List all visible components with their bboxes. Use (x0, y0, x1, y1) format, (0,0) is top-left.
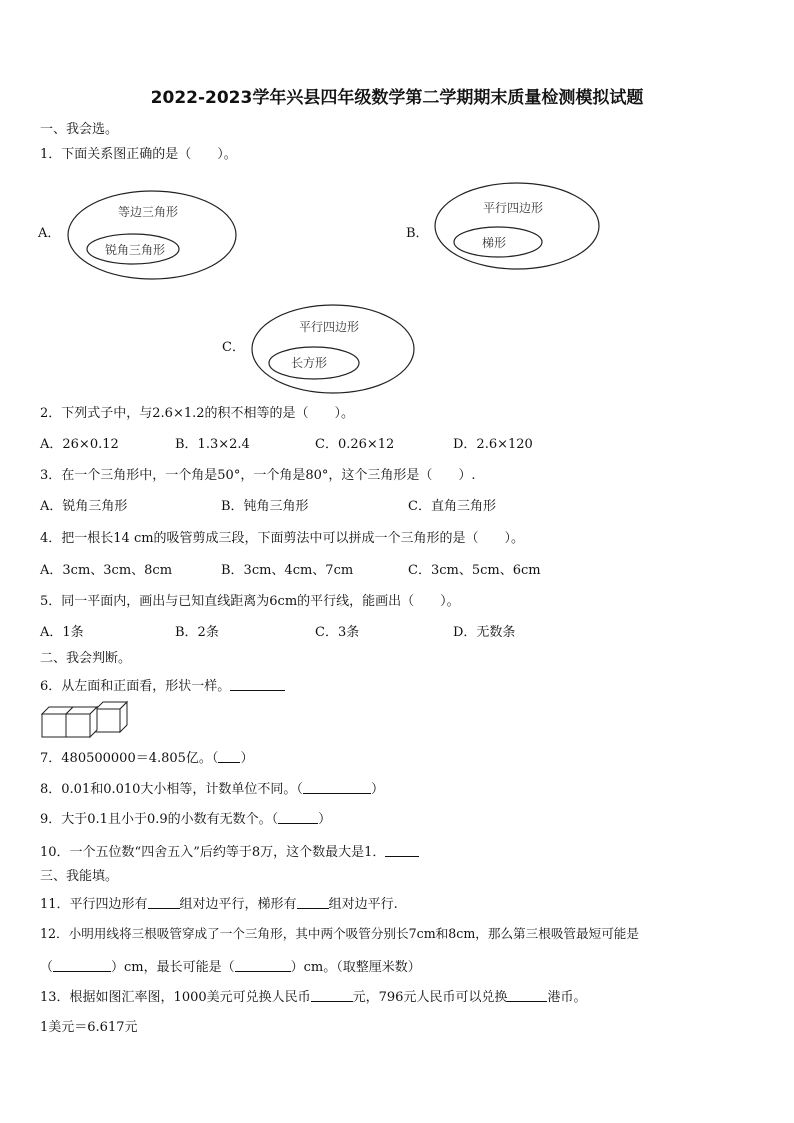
q1-option-a-diagram (66, 188, 240, 284)
section-heading-1: 一、我会选。 (40, 122, 119, 137)
q9-close-paren: ） (318, 812, 332, 827)
q13-blank-hkd[interactable] (507, 990, 547, 1002)
question-10 (40, 845, 419, 859)
q12-open-paren: （ (40, 960, 54, 975)
question-13-text-3: 港币。 (547, 990, 587, 1005)
question-13-text-1: 13．根据如图汇率图，1000美元可兑换人民币 (40, 990, 311, 1005)
inner-set-label: 长方形 (290, 356, 328, 370)
q2-option-d[interactable]: D．2.6×120 (453, 437, 533, 452)
q4-option-a[interactable]: A．3cm、3cm、8cm (40, 563, 173, 578)
q12-blank-shortest[interactable] (53, 960, 111, 972)
question-6-text: 6．从左面和正面看，形状一样。 (40, 679, 231, 694)
exchange-rate-note: 1美元＝6.617元 (40, 1020, 138, 1035)
q11-blank-parallelogram[interactable] (148, 897, 180, 909)
question-6 (40, 679, 285, 693)
q3-option-c[interactable]: C．直角三角形 (408, 499, 496, 514)
question-4: 4．把一根长14 cm的吸管剪成三段，下面剪法中可以拼成一个三角形的是（ ）。 (40, 531, 525, 546)
q1-option-b-diagram (432, 180, 604, 276)
question-12-line-2 (40, 960, 421, 974)
question-11 (40, 897, 398, 911)
q8-answer-blank[interactable] (303, 782, 371, 794)
q12-text-middle: ）cm，最长可能是（ (111, 960, 235, 975)
inner-set-label: 梯形 (481, 236, 507, 250)
q2-option-b[interactable]: B．1.3×2.4 (175, 437, 250, 452)
question-12-line-1: 12．小明用线将三根吸管穿成了一个三角形，其中两个吸管分别长7cm和8cm，那么第三根吸管最短可能是 (40, 926, 639, 941)
q7-close-paren: ） (240, 751, 254, 766)
q5-option-b[interactable]: B．2条 (175, 625, 219, 640)
q10-answer-blank[interactable] (385, 845, 419, 857)
question-7-text: 7．480500000＝4.805亿。（ (40, 751, 219, 766)
q5-option-c[interactable]: C．3条 (315, 625, 360, 640)
outer-set-label: 平行四边形 (298, 320, 360, 334)
question-2: 2．下列式子中，与2.6×1.2的积不相等的是（ ）。 (40, 406, 355, 421)
question-13 (40, 990, 586, 1004)
question-11-text-2: 组对边平行，梯形有 (179, 897, 297, 912)
q12-blank-longest[interactable] (235, 960, 291, 972)
question-3: 3．在一个三角形中，一个角是50°，一个角是80°，这个三角形是（ ）. (40, 468, 476, 483)
section-heading-2: 二、我会判断。 (40, 651, 132, 666)
q13-blank-rmb[interactable] (311, 990, 353, 1002)
question-8-text: 8．0.01和0.010大小相等，计数单位不同。（ (40, 782, 303, 797)
question-13-text-2: 元，796元人民币可以兑换 (352, 990, 508, 1005)
q5-option-a[interactable]: A．1条 (40, 625, 84, 640)
q4-option-b[interactable]: B．3cm、4cm、7cm (221, 563, 354, 578)
q5-option-d[interactable]: D．无数条 (453, 625, 516, 640)
q12-text-end: ）cm。（取整厘米数） (290, 960, 421, 975)
question-7 (40, 751, 253, 765)
q2-option-a[interactable]: A．26×0.12 (40, 437, 119, 452)
section-heading-3: 三、我能填。 (40, 869, 119, 884)
outer-set-label: 等边三角形 (117, 205, 179, 219)
q1-option-a-label[interactable]: A． (38, 226, 61, 241)
page-title: 2022-2023学年兴县四年级数学第二学期期末质量检测模拟试题 (150, 88, 644, 108)
q1-option-c-diagram (250, 302, 418, 398)
q9-answer-blank[interactable] (278, 812, 318, 824)
q1-option-c-label[interactable]: C． (222, 340, 245, 355)
q11-blank-trapezoid[interactable] (297, 897, 329, 909)
question-11-text-3: 组对边平行. (328, 897, 398, 912)
q6-answer-blank[interactable] (230, 679, 285, 691)
q3-option-b[interactable]: B．钝角三角形 (221, 499, 309, 514)
cube-stack-figure (40, 700, 130, 740)
question-10-text: 10．一个五位数“四舍五入”后约等于8万，这个数最大是1． (40, 845, 386, 860)
outer-set-label: 平行四边形 (482, 201, 544, 215)
inner-set-label: 锐角三角形 (104, 243, 166, 257)
question-1: 1．下面关系图正确的是（ ）。 (40, 147, 237, 162)
q8-close-paren: ） (370, 782, 384, 797)
q1-option-b-label[interactable]: B． (406, 226, 429, 241)
question-9-text: 9．大于0.1且小于0.9的小数有无数个。（ (40, 812, 279, 827)
q4-option-c[interactable]: C．3cm、5cm、6cm (408, 563, 541, 578)
question-11-text-1: 11．平行四边形有 (40, 897, 148, 912)
question-8 (40, 782, 384, 796)
question-9 (40, 812, 331, 826)
question-5: 5．同一平面内，画出与已知直线距离为6cm的平行线，能画出（ ）。 (40, 594, 460, 609)
q3-option-a[interactable]: A．锐角三角形 (40, 499, 128, 514)
q7-answer-blank[interactable] (218, 751, 240, 763)
q2-option-c[interactable]: C．0.26×12 (315, 437, 395, 452)
